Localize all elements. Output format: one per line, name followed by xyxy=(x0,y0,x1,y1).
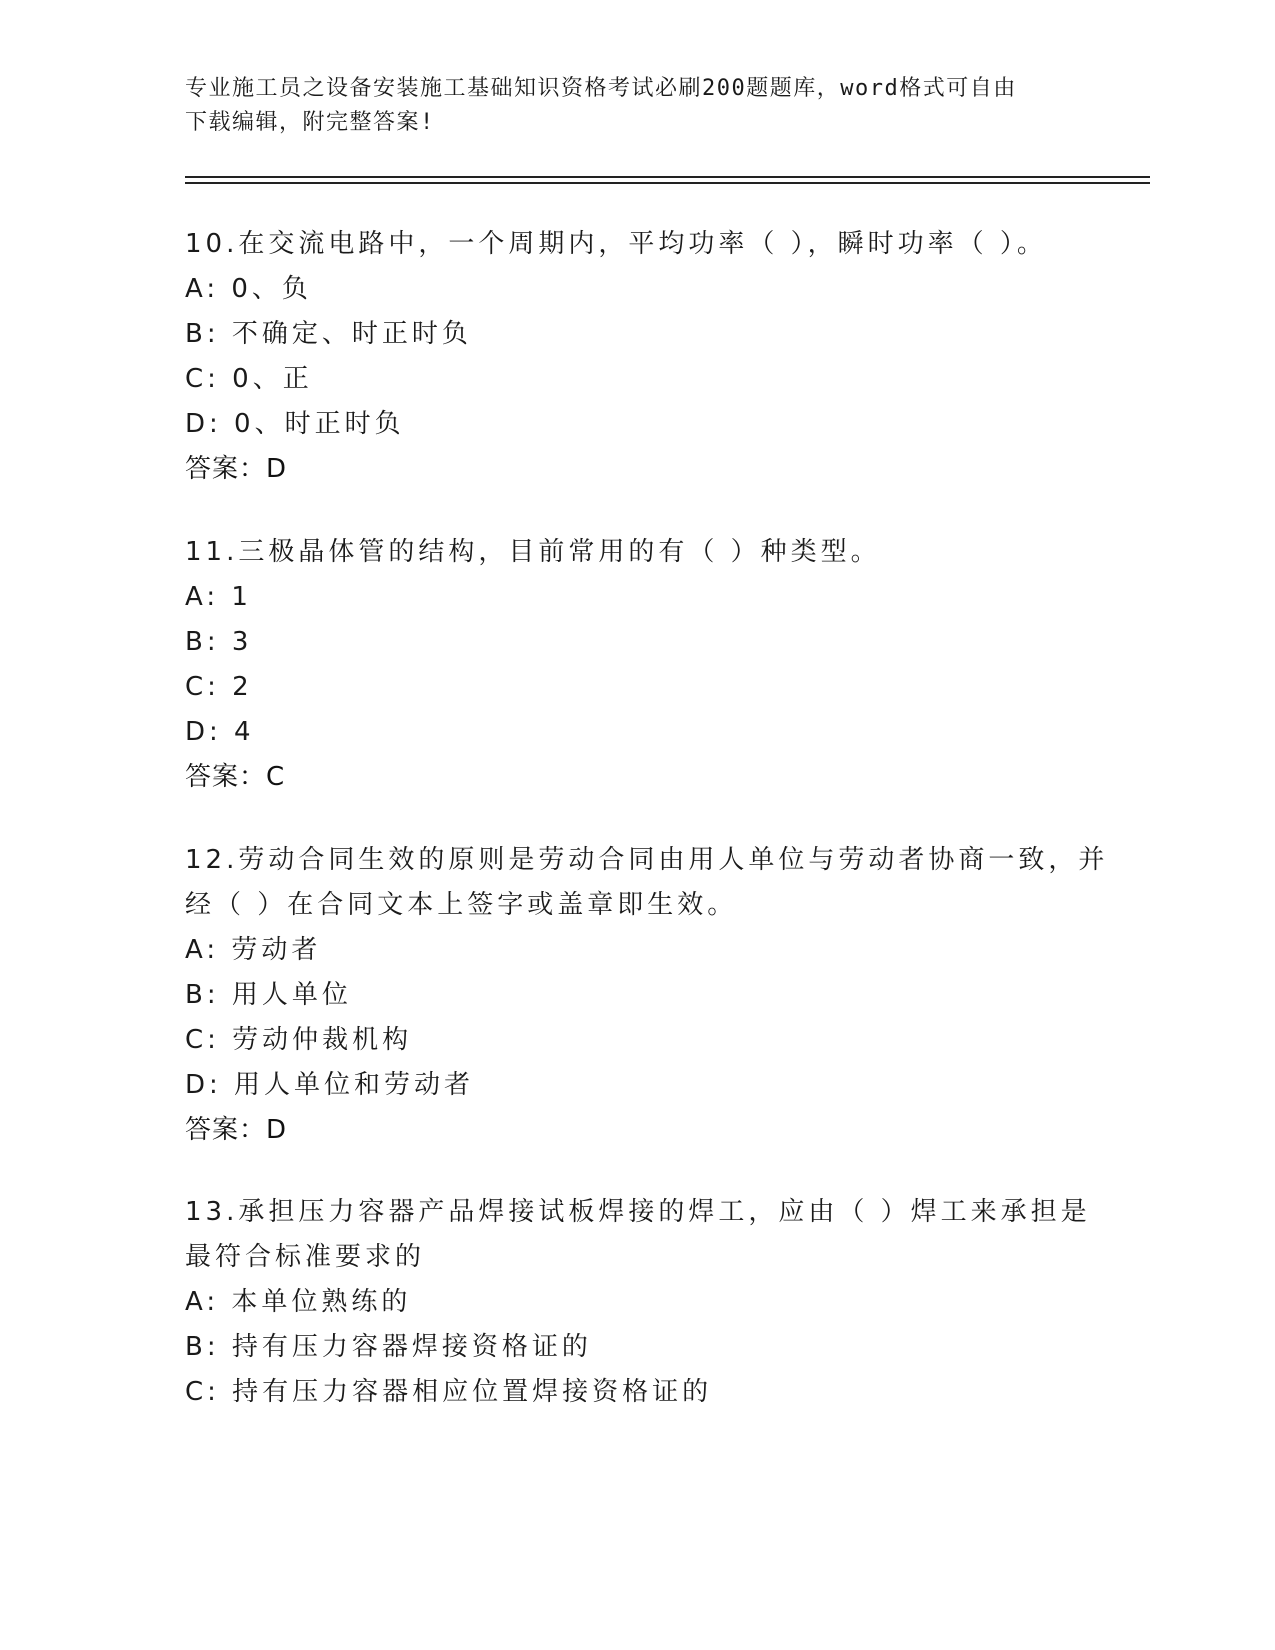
question-stem-line-2: 最符合标准要求的 xyxy=(185,1242,426,1272)
option-c: C: 2 xyxy=(185,672,253,702)
option-d: D: 4 xyxy=(185,717,255,747)
option-d: D: 用人单位和劳动者 xyxy=(185,1070,475,1100)
option-b: B: 不确定、时正时负 xyxy=(185,319,472,349)
question-10 xyxy=(185,222,1085,492)
header-divider-top xyxy=(185,176,1150,178)
document-header xyxy=(185,72,1085,140)
option-b: B: 持有压力容器焊接资格证的 xyxy=(185,1332,592,1362)
header-title-line-1: 专业施工员之设备安装施工基础知识资格考试必刷200题题库，word格式可自由 xyxy=(185,76,1017,101)
option-c: C: 劳动仲裁机构 xyxy=(185,1025,413,1055)
option-c: C: 持有压力容器相应位置焊接资格证的 xyxy=(185,1377,713,1407)
question-stem: 11.三极晶体管的结构，目前常用的有（ ）种类型。 xyxy=(185,537,881,567)
option-a: A: 劳动者 xyxy=(185,935,322,965)
header-title-line-2: 下载编辑，附完整答案! xyxy=(185,110,435,135)
option-b: B: 3 xyxy=(185,627,253,657)
answer-text: 答案：D xyxy=(185,1115,288,1145)
question-stem: 10.在交流电路中，一个周期内，平均功率（ ），瞬时功率（ ）。 xyxy=(185,229,1047,259)
question-stem-line-1: 12.劳动合同生效的原则是劳动合同由用人单位与劳动者协商一致，并 xyxy=(185,845,1109,875)
option-d: D: 0、时正时负 xyxy=(185,409,405,439)
question-11 xyxy=(185,530,1085,800)
header-divider-bottom xyxy=(185,182,1150,184)
option-b: B: 用人单位 xyxy=(185,980,352,1010)
question-12 xyxy=(185,838,1109,1153)
question-13 xyxy=(185,1190,1091,1415)
option-c: C: 0、正 xyxy=(185,364,313,394)
option-a: A: 1 xyxy=(185,582,252,612)
answer-text: 答案：D xyxy=(185,454,288,484)
question-stem-line-2: 经（ ）在合同文本上签字或盖章即生效。 xyxy=(185,890,738,920)
question-stem-line-1: 13.承担压力容器产品焊接试板焊接的焊工，应由（ ）焊工来承担是 xyxy=(185,1197,1091,1227)
answer-text: 答案：C xyxy=(185,762,286,792)
option-a: A: 本单位熟练的 xyxy=(185,1287,412,1317)
option-a: A: 0、负 xyxy=(185,274,312,304)
